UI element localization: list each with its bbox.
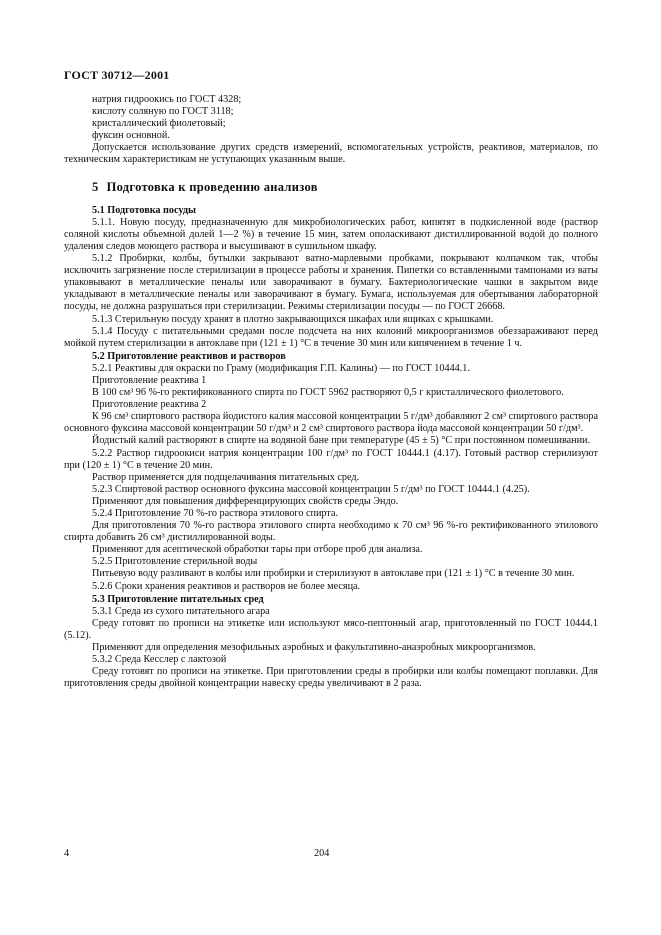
section-content [64, 205, 598, 691]
paragraph: 5.2.2 Раствор гидроокиси натрия концентрации 100 г/дм³ по ГОСТ 10444.1 (4.17). Готовый раствор стерилизуют при (120 ± 1) °С в течение 20 мин. [64, 447, 598, 471]
paragraph: 5.2.3 Спиртовой раствор основного фуксина массовой концентрации 5 г/дм³ по ГОСТ 10444.1 (4.25). [92, 483, 530, 495]
paragraph: 5.2.6 Сроки хранения реактивов и растворов не более месяца. [92, 580, 361, 592]
paragraph: К 96 см³ спиртового раствора йодистого калия массовой концентрации 5 г/дм³ добавляют 2 см³ спиртового раствора основного фуксина массовой концентрации 50 г/дм³ и 2 см³ спиртового раствора йода массовой концентрации 50 г/дм³. [64, 411, 598, 435]
paragraph: Среду готовят по прописи на этикетке. При приготовлении среды в пробирки или колбы помещают поплавки. Для приготовления среды двойной концентрации навеску среды увеличивают в 2 раза. [64, 666, 598, 690]
subsection-heading: 5.1 Подготовка посуды [92, 204, 196, 216]
document-body [64, 94, 598, 690]
paragraph: Применяют для определения мезофильных аэробных и факультативно-анаэробных микроорганизмов. [92, 642, 536, 654]
paragraph: 5.3.2 Среда Кесслер с лактозой [92, 654, 227, 666]
paragraph: Йодистый калий растворяют в спирте на водяной бане при температуре (45 ± 5) °С при постоянном помешивании. [92, 435, 591, 447]
page-number-local: 4 [64, 848, 70, 859]
section-number: 5 [92, 179, 99, 194]
standard-header: ГОСТ 30712—2001 [64, 68, 170, 82]
list-item: кристаллический фиолетовый; [92, 118, 226, 130]
paragraph: Для приготовления 70 %-го раствора этилового спирта необходимо к 70 см³ 96 %-го ректификованного этилового спирта добавить 26 см³ дистиллированной воды. [64, 520, 598, 544]
paragraph: 5.3.1 Среда из сухого питательного агара [92, 605, 270, 617]
subsection-heading: 5.3 Приготовление питательных сред [92, 593, 264, 605]
list-item: фуксин основной. [92, 130, 170, 142]
paragraph: Приготовление реактива 2 [92, 399, 207, 411]
list-item: натрия гидроокись по ГОСТ 4328; [92, 94, 242, 105]
intro-paragraph: Допускается использование других средств измерений, вспомогательных устройств, реактивов, материалов, по техническим характеристикам не уступающих указанным выше. [64, 142, 598, 166]
paragraph: 5.2.5 Приготовление стерильной воды [92, 556, 258, 568]
paragraph: 5.1.1. Новую посуду, предназначенную для микробиологических работ, кипятят в подкисленной воде (раствор соляной кислоты объемной долей 1—2 %) в течение 15 мин, затем ополаскивают дистиллированной водой до полного удаления следов моющего раствора и высушивают в сушильном шкафу. [64, 216, 598, 252]
paragraph: Применяют для повышения дифференцирующих свойств среды Эндо. [92, 495, 399, 507]
paragraph: Применяют для асептической обработки тары при отборе проб для анализа. [92, 544, 423, 556]
paragraph: Приготовление реактива 1 [92, 374, 207, 386]
section-title: Подготовка к проведению анализов [106, 179, 318, 194]
paragraph: 5.1.2 Пробирки, колбы, бутылки закрывают ватно-марлевыми пробками, покрывают колпачком так, чтобы исключить загрязнение после стерилизации в процессе работы и хранения. Пипетки со вставленными тампонами из ваты упаковывают в металлические пеналы или заворачивают в бумагу. Бактериологические чашки в закрытом виде укладывают в металлические пеналы или заворачивают в бумагу. Бумага, используемая для обертывания лабораторной посуды, не должна разрушаться при стерилизации. Режимы стерилизации посуды — по ГОСТ 26668. [64, 253, 598, 313]
paragraph: В 100 см³ 96 %-го ректификованного спирта по ГОСТ 5962 растворяют 0,5 г кристаллического фиолетового. [92, 387, 564, 399]
section-heading [92, 181, 598, 193]
paragraph: 5.2.1 Реактивы для окраски по Граму (модификация Г.П. Калины) — по ГОСТ 10444.1. [92, 362, 470, 374]
paragraph: 5.2.4 Приготовление 70 %-го раствора этилового спирта. [92, 508, 339, 519]
paragraph: 5.1.3 Стерильную посуду хранят в плотно закрывающихся шкафах или ящиках с крышками. [92, 313, 494, 325]
paragraph: Раствор применяется для подщелачивания питательных сред. [92, 471, 360, 483]
page-number-global: 204 [314, 848, 330, 859]
list-item: кислоту соляную по ГОСТ 3118; [92, 106, 234, 118]
subsection-heading: 5.2 Приготовление реактивов и растворов [92, 350, 286, 362]
paragraph: 5.1.4 Посуду с питательными средами после подсчета на них колоний микроорганизмов обеззараживают перед мойкой путем стерилизации в автоклаве при (121 ± 1) °С в течение 30 мин или кипячением в течение 1 ч. [64, 325, 598, 349]
paragraph: Питьевую воду разливают в колбы или пробирки и стерилизуют в автоклаве при (121 ± 1) °С в течение 30 мин. [92, 568, 575, 580]
paragraph: Среду готовят по прописи на этикетке или используют мясо-пептонный агар, приготовленный по ГОСТ 10444.1 (5.12). [64, 617, 598, 641]
